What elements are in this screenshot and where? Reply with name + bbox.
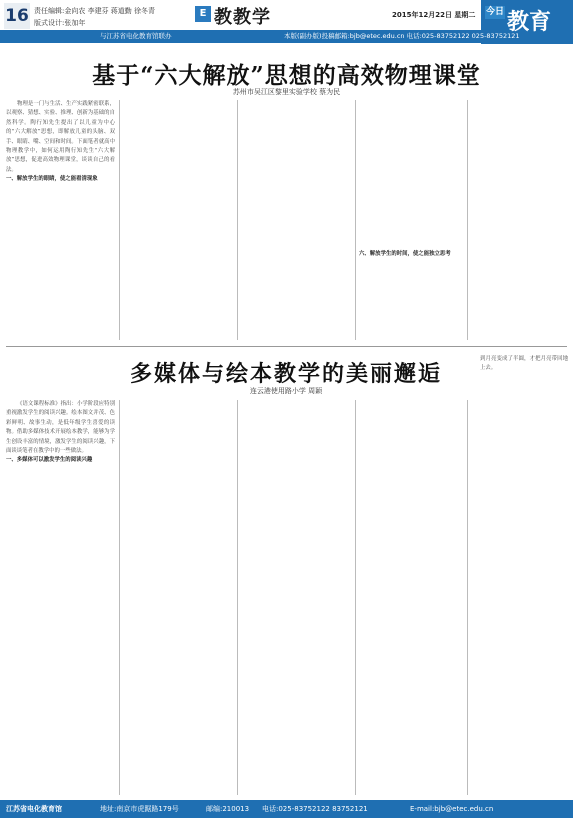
editors-line: 责任编辑:金向农 李建芬 蒋道勤 徐冬青 (34, 7, 156, 15)
article1-column-3 (241, 100, 351, 340)
page-number: 16 (4, 3, 30, 29)
article1-column-5 (471, 100, 567, 340)
contact-line: 本版(副办版)投稿邮箱:bjb@etec.edu.cn 电话:025-83752122 025-83752121 (284, 32, 520, 40)
article1-subheading-6: 六、解放学生的时间，使之能独立思考 (359, 251, 451, 257)
footer-org: 江苏省电化教育馆 (6, 805, 62, 813)
page-footer (0, 800, 573, 818)
brand-small-text: 今日 (485, 7, 504, 17)
article1-subheading-1: 一、解放学生的眼睛，使之能看清现象 (6, 176, 98, 183)
column-divider (355, 100, 356, 340)
column-divider (119, 400, 120, 795)
footer-postcode: 邮编:210013 (206, 805, 250, 813)
section-logo-icon: E (195, 6, 211, 22)
article2-lead-paragraph: 《语文课程标准》指出：小学阶段应特别重视激发学生的阅读兴趣。绘本图文并茂、色彩鲜明、故事生动，是低年级学生喜爱的读物。借助多媒体技术开展绘本教学，能够为学生创设丰富的情境，激发学生的阅读兴趣，下面谈谈笔者在教学中的一些做法。 (6, 401, 115, 455)
article2-column-1 (6, 400, 115, 795)
column-divider (237, 400, 238, 795)
section-title: 教教学 (214, 7, 271, 28)
masthead-info-bar (0, 30, 520, 43)
column-divider (119, 100, 120, 340)
article2-headline: 多媒体与绘本教学的美丽邂逅 (129, 361, 442, 387)
issue-date: 2015年12月22日 星期二 (392, 11, 476, 19)
column-divider (467, 100, 468, 340)
column-divider (355, 400, 356, 795)
article2-column-2 (123, 400, 233, 795)
article2-column-3 (241, 400, 351, 795)
article2-subheading-1: 一、多媒体可以激发学生的阅读兴趣 (6, 457, 93, 464)
article2-column-5 (471, 400, 567, 795)
brand-big-text: 教育 (507, 10, 552, 35)
layout-designer-line: 版式设计:张加年 (34, 19, 86, 27)
masthead (0, 0, 573, 44)
footer-email: E-mail:bjb@etec.edu.cn (410, 805, 494, 813)
article2-byline: 连云港使用路小学 周颖 (249, 387, 323, 395)
partner-slogan: 与江苏省电化教育馆联办 (100, 32, 172, 40)
footer-address: 地址:南京市虎踞路179号 (100, 805, 179, 813)
article1-lead-paragraph: 物理是一门与生活、生产实践紧密联系，以观察、猜想、实验、推理、创新为基础的自然科学。陶行知先生提出了以儿童为中心的“六大解放”思想，即解放儿童的头脑、双手、眼睛、嘴、空间和时间。下面笔者就高中物理教学中，如何运用陶行知先生“六大解放”思想，促进高效物理课堂，谈谈自己的看法。 (6, 101, 115, 173)
article1-column-4 (359, 100, 463, 340)
article2-column-4 (359, 400, 463, 795)
article-separator (6, 346, 567, 347)
article1-column-2 (123, 100, 233, 340)
article1-byline: 苏州市吴江区黎里实验学校 蔡为民 (232, 88, 341, 96)
editor-credits (34, 5, 194, 29)
article1-continued-text: 到月亮变成了半圆，才把月亮带回地上去。 (480, 356, 568, 372)
article1-column-1 (6, 100, 115, 340)
footer-phone: 电话:025-83752122 83752121 (262, 805, 368, 813)
article1-headline: 基于“六大解放”思想的高效物理课堂 (92, 62, 481, 89)
column-divider (237, 100, 238, 340)
column-divider (467, 400, 468, 795)
